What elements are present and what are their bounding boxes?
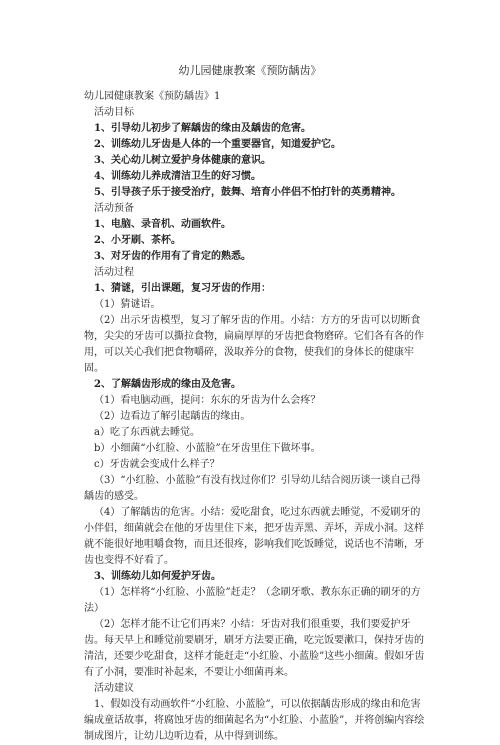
document-body xyxy=(84,89,429,745)
process-step: 1、猜谜，引出课题，复习牙齿的作用： xyxy=(94,283,271,294)
process-point: b）小细菌“小红脸、小蓝脸”在牙齿里住下做坏事。 xyxy=(94,443,321,454)
prep-item: 2、小牙刷、茶杯。 xyxy=(94,235,181,246)
process-substep: （1）猜谜语。 xyxy=(94,299,161,310)
advice-heading: 活动建议 xyxy=(94,683,134,694)
process-heading: 活动过程 xyxy=(94,267,134,278)
process-point: a）吃了东西就去睡觉。 xyxy=(94,427,200,438)
process-point: c）牙齿就会变成什么样子？ xyxy=(94,459,220,470)
goals-heading: 活动目标 xyxy=(94,107,134,118)
advice-item: 1、假如没有动画软件“小红脸、小蓝脸”，可以依据龋齿形成的缘由和危害编成童话故事，将腐蚀牙齿的细菌起名为“小红脸、小蓝脸”，并将创编内容绘制成图片，让幼儿边听边看，从中得到训练。 xyxy=(84,699,425,742)
prep-item: 1、电脑、录音机、动画软件。 xyxy=(94,219,231,230)
goal-item: 4、训练幼儿养成清洁卫生的好习惯。 xyxy=(94,171,261,182)
process-substep: （1）看电脑动画，提问：东东的牙齿为什么会疼？ xyxy=(94,395,321,406)
goal-item: 5、引导孩子乐于接受治疗，鼓舞、培育小伴侣不怕打针的英勇精神。 xyxy=(94,187,401,198)
process-substep: （1）怎样将“小红脸、小蓝脸”赶走？（念刷牙歌、教东东正确的刷牙的方法） xyxy=(84,587,421,614)
process-substep: （2）怎样才能不让它们再来？小结：牙齿对我们很重要，我们要爱护牙齿。每天早上和睡觉前要刷牙，刷牙方法要正确，吃完饭要漱口，保持牙齿的清洁，还要少吃甜食，这样才能赶走“小红脸、小蓝脸”这些小细菌。假如牙齿有了小洞，要准时补起来，不要让小细菌再来。 xyxy=(84,619,425,678)
section-subtitle: 幼儿园健康教案《预防龋齿》1 xyxy=(84,91,221,102)
document-title: 幼儿园健康教案《预防龋齿》 xyxy=(178,64,322,77)
process-substep: （4）了解龋齿的危害。小结：爱吃甜食，吃过东西就去睡觉，不爱刷牙的小伴侣，细菌就会在他的牙齿里住下来，把牙齿弄黑、弄坏，弄成小洞。这样就不能很好地咀嚼食物，而且还很疼，影响我们吃饭睡觉，说话也不清晰，牙齿也变得不好看了。 xyxy=(84,507,424,566)
process-step: 3、训练幼儿如何爱护牙齿。 xyxy=(94,571,221,582)
prep-item: 3、对牙齿的作用有了肯定的熟悉。 xyxy=(94,251,251,262)
process-step: 2、了解龋齿形成的缘由及危害。 xyxy=(94,379,241,390)
process-substep: （3）“小红脸、小蓝脸”有没有找过你们？引导幼儿结合阅历谈一谈自己得龋齿的感受。 xyxy=(84,475,421,502)
goal-item: 3、关心幼儿树立爱护身体健康的意识。 xyxy=(94,155,271,166)
process-substep: （2）出示牙齿模型，复习了解牙齿的作用。小结：方方的牙齿可以切断食物，尖尖的牙齿可以撕拉食物，扁扁厚厚的牙齿把食物磨碎。它们各有各的作用，可以关心我们把食物嚼碎，汲取养分的食物，使我们的身体长的健康牢固。 xyxy=(84,315,424,374)
process-substep: （2）边看边了解引起龋齿的缘由。 xyxy=(94,411,251,422)
prep-heading: 活动预备 xyxy=(94,203,134,214)
goal-item: 1、引导幼儿初步了解龋齿的缘由及龋齿的危害。 xyxy=(94,123,311,134)
goal-item: 2、训练幼儿牙齿是人体的一个重要器官，知道爱护它。 xyxy=(94,139,341,150)
